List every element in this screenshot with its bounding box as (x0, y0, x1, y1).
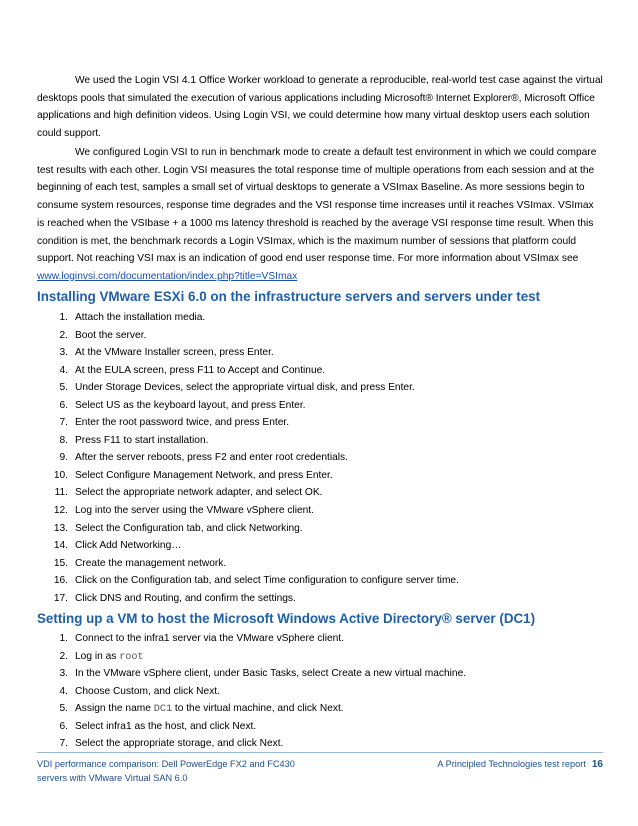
page-number: 16 (591, 759, 603, 770)
step-number: 15. (53, 557, 68, 569)
intro-paragraph-loginvsi: We used the Login VSI 4.1 Office Worker workload to generate a reproducible, real-world test case against the virtual desktops pools that simulated the execution of various applications including Microsoft® Internet Explorer®, Microsoft Office applications and high definition videos. Using Login VSI, we could determine how many virtual desktop users each solution could support. (37, 75, 603, 140)
section-heading-install-esxi: Installing VMware ESXi 6.0 on the infrastructure servers and servers under test (37, 289, 541, 304)
list-item (0, 344, 600, 362)
list-item (0, 665, 600, 683)
step-number: 13. (53, 522, 68, 534)
list-item (0, 555, 600, 573)
step-text: Under Storage Devices, select the appropriate virtual disk, and press Enter. (75, 382, 415, 394)
step-number: 4. (59, 685, 68, 697)
step-text-pre: Assign the name (75, 703, 154, 715)
list-item (0, 630, 600, 648)
footer-title-line-1: VDI performance comparison: Dell PowerEdge FX2 and FC430 (37, 759, 295, 769)
step-number: 1. (59, 312, 68, 323)
step-text-pre: Connect to the infra1 server via the VMware vSphere client. (75, 633, 344, 644)
step-text: Select the appropriate network adapter, and select OK. (75, 487, 323, 499)
list-item (0, 362, 600, 380)
step-text: Select Configure Management Network, and press Enter. (75, 469, 333, 481)
step-text: At the EULA screen, press F11 to Accept and Continue. (75, 364, 326, 376)
list-item (0, 309, 600, 327)
step-text: Press F11 to start installation. (75, 434, 209, 446)
step-number: 5. (59, 382, 68, 394)
list-item (0, 700, 600, 718)
list-item (0, 648, 600, 666)
step-text (75, 648, 144, 667)
step-number: 5. (59, 703, 68, 715)
step-number: 10. (53, 469, 68, 481)
step-text: At the VMware Installer screen, press Enter. (75, 347, 274, 359)
list-item (0, 537, 600, 555)
step-code: root (119, 651, 144, 663)
step-text-pre: Select infra1 as the host, and click Next. (75, 720, 257, 732)
step-text: Attach the installation media. (75, 312, 206, 323)
step-text-pre: Select the appropriate storage, and click Next. (75, 738, 284, 750)
list-item (0, 502, 600, 520)
esxi-install-steps-list (0, 309, 600, 607)
list-item (0, 683, 600, 701)
step-number: 3. (59, 668, 68, 680)
step-text (75, 718, 256, 736)
section-heading-setup-dc1-vm: Setting up a VM to host the Microsoft Windows Active Directory® server (DC1) (37, 611, 536, 626)
footer-publisher-text: A Principled Technologies test report (437, 759, 586, 769)
step-text: Click Add Networking… (75, 540, 182, 552)
step-number: 2. (59, 329, 68, 341)
step-number: 7. (59, 738, 68, 750)
step-number: 1. (59, 633, 68, 644)
list-item (0, 397, 600, 415)
list-item (0, 467, 600, 485)
step-text-pre: Choose Custom, and click Next. (75, 685, 220, 697)
step-number: 17. (53, 592, 68, 604)
vsimax-documentation-link[interactable]: www.loginvsi.com/documentation/index.php?title=VSImax (37, 270, 298, 282)
list-item (0, 379, 600, 397)
step-text (75, 683, 220, 701)
dc1-vm-setup-steps-list (0, 630, 600, 753)
step-text (75, 735, 283, 753)
step-text: Click on the Configuration tab, and select Time configuration to configure server time. (75, 575, 459, 587)
step-text-pre: Log in as (75, 650, 120, 662)
benchmark-paragraph-text: We configured Login VSI to run in benchmark mode to create a default test environment in which we could compare test results with each other. Login VSI measures the total response time of multiple operations from each session and at the beginning of each test, samples a small set of virtual desktops to generate a VSImax Baseline. As more sessions begin to consume system resources, response time degrades and the VSI response time increases until it reaches VSImax. VSImax is reached when the VSIbase + a 1000 ms latency threshold is reached by the average VSI response time result. When this condition is met, the benchmark records a Login VSImax, which is the maximum number of sessions that platform could support. Not reaching VSI max is an indication of good end user response time. For more information about VSImax see (37, 147, 597, 265)
footer-title-line-2: servers with VMware Virtual SAN 6.0 (37, 773, 188, 783)
step-number: 3. (59, 347, 68, 359)
step-number: 9. (59, 452, 68, 464)
list-item (0, 484, 600, 502)
step-code: DC1 (153, 704, 173, 716)
step-text (75, 700, 344, 719)
list-item (0, 414, 600, 432)
step-text: Create the management network. (75, 557, 227, 569)
step-text (75, 665, 466, 683)
step-text: Click DNS and Routing, and confirm the settings. (75, 592, 296, 604)
step-number: 8. (59, 434, 68, 446)
step-number: 6. (59, 720, 68, 732)
step-number: 16. (53, 575, 68, 587)
step-number: 2. (59, 650, 68, 662)
step-text: Enter the root password twice, and press Enter. (75, 417, 290, 429)
step-number: 7. (59, 417, 68, 429)
step-text-pre: In the VMware vSphere client, under Basic Tasks, select Create a new virtual machine. (75, 668, 467, 680)
step-text: Boot the server. (75, 329, 147, 341)
step-text: After the server reboots, press F2 and enter root credentials. (75, 452, 348, 464)
step-text-post: to the virtual machine, and click Next. (172, 703, 344, 715)
step-text: Select US as the keyboard layout, and press Enter. (75, 399, 306, 411)
list-item (0, 432, 600, 450)
step-number: 4. (59, 364, 68, 376)
list-item (0, 718, 600, 736)
footer-report-title (37, 757, 357, 785)
footer-report-label (437, 757, 603, 772)
list-item (0, 735, 600, 753)
benchmark-mode-paragraph (37, 144, 603, 286)
list-item (0, 590, 600, 608)
step-text: Log into the server using the VMware vSphere client. (75, 505, 314, 517)
step-number: 11. (54, 487, 68, 499)
step-text (75, 630, 344, 648)
list-item (0, 520, 600, 538)
step-number: 14. (53, 540, 68, 552)
footer-divider (37, 752, 603, 753)
step-text: Select the Configuration tab, and click Networking. (75, 522, 303, 534)
step-number: 12. (53, 505, 68, 517)
list-item (0, 572, 600, 590)
step-number: 6. (59, 399, 68, 411)
list-item (0, 449, 600, 467)
list-item (0, 327, 600, 345)
